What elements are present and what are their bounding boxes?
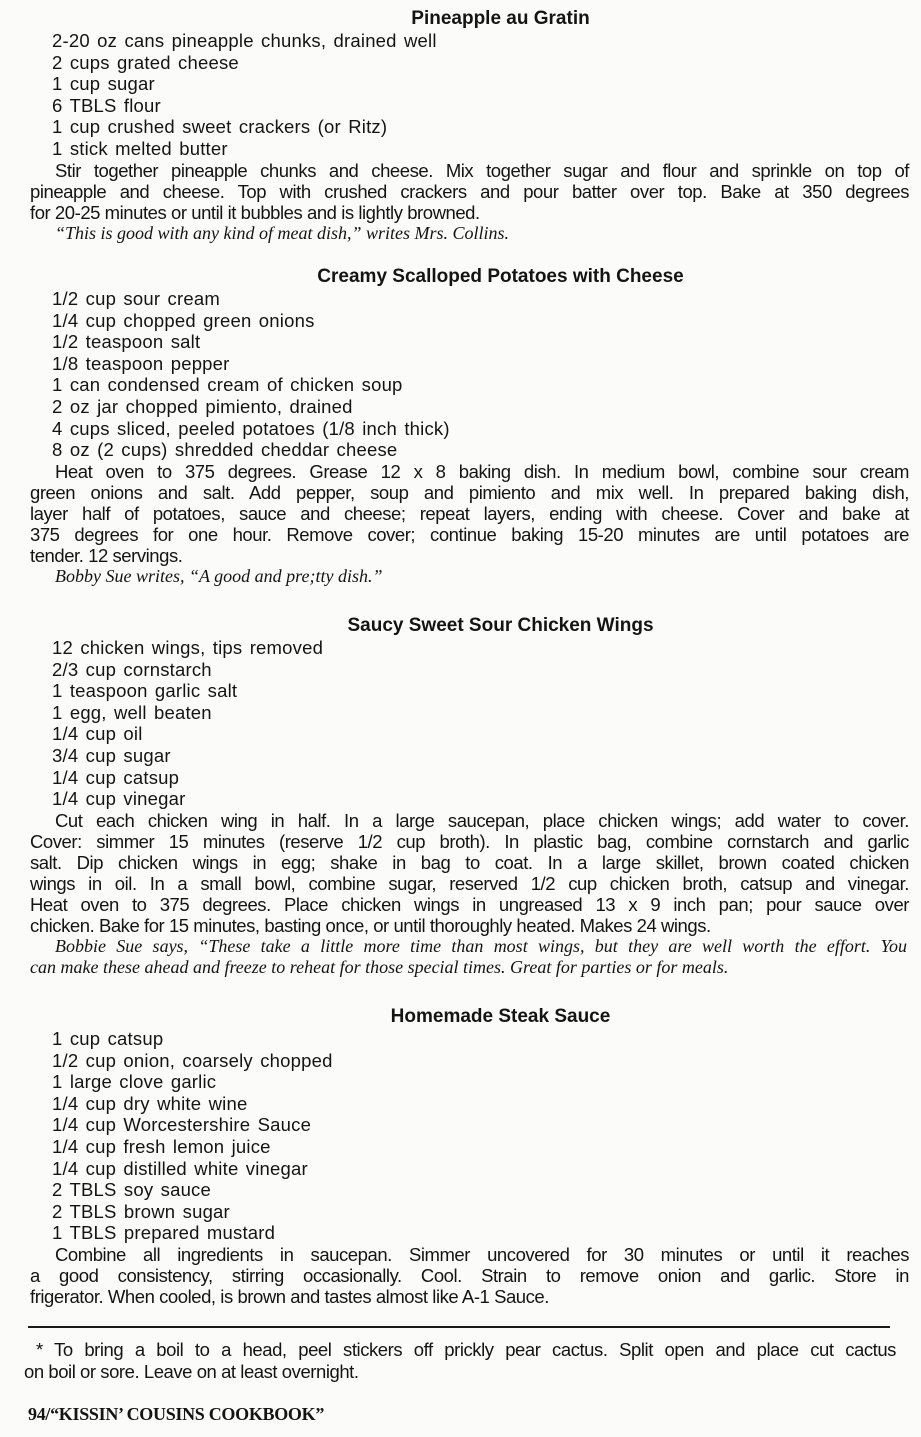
directions-line: pineapple and cheese. Top with crushed crackers and pour batter over top. Bake at 350 degrees <box>30 180 909 202</box>
ingredient-item: 8 oz (2 cups) shredded cheddar cheese <box>52 439 398 461</box>
ingredient-list <box>0 288 921 461</box>
footnote-line: on boil or sore. Leave on at least overnight. <box>24 1361 359 1382</box>
ingredient-item: 1/4 cup vinegar <box>52 788 186 810</box>
recipe-directions <box>0 160 921 223</box>
ingredient-item: 1 cup sugar <box>52 73 155 95</box>
recipe-note <box>0 566 921 587</box>
ingredient-item: 1/4 cup dry white wine <box>52 1092 248 1114</box>
directions-line: salt. Dip chicken wings in egg; shake in bag to coat. In a large skillet, brown coated chicken <box>30 851 909 873</box>
directions-line: chicken. Bake for 15 minutes, basting once, or until thoroughly heated. Makes 24 wings. <box>30 914 711 936</box>
note-line: can make these ahead and freeze to reheat for those special times. Great for parties or for meals. <box>30 956 729 977</box>
recipe-section <box>0 266 921 587</box>
note-line: Bobbie Sue says, “These take a little more time than most wings, but they are well worth the effort. You <box>55 935 907 956</box>
recipe-note <box>0 223 921 244</box>
recipe-section <box>0 8 921 244</box>
directions-line: Heat oven to 375 degrees. Grease 12 x 8 baking dish. In medium bowl, combine sour cream <box>55 460 909 482</box>
ingredient-item: 12 chicken wings, tips removed <box>52 637 324 658</box>
ingredient-item: 1 TBLS prepared mustard <box>52 1222 276 1244</box>
ingredient-list <box>0 637 921 810</box>
ingredient-item: 2 TBLS soy sauce <box>52 1179 211 1201</box>
ingredient-item: 1 cup catsup <box>52 1028 164 1049</box>
ingredient-item: 2/3 cup cornstarch <box>52 658 212 680</box>
ingredient-item: 1/4 cup oil <box>52 723 143 745</box>
ingredient-item: 1 teaspoon garlic salt <box>52 680 238 702</box>
ingredient-item: 1/4 cup fresh lemon juice <box>52 1135 271 1157</box>
recipe-section <box>0 615 921 978</box>
ingredient-item: 1/2 cup onion, coarsely chopped <box>52 1049 333 1071</box>
recipe-title: Creamy Scalloped Potatoes with Cheese <box>317 266 684 287</box>
directions-line: tender. 12 servings. <box>30 544 183 566</box>
recipe-section <box>0 1006 921 1307</box>
directions-line: Heat oven to 375 degrees. Place chicken wings in ungreased 13 x 9 inch pan; pour sauce over <box>30 893 909 915</box>
directions-line: Combine all ingredients in saucepan. Simmer uncovered for 30 minutes or until it reaches <box>55 1243 909 1265</box>
ingredient-item: 2 TBLS brown sugar <box>52 1200 230 1222</box>
recipe-directions <box>0 810 921 936</box>
ingredient-item: 2 oz jar chopped pimiento, drained <box>52 395 353 417</box>
page-footer: 94/“KISSIN’ COUSINS COOKBOOK” <box>28 1404 325 1424</box>
directions-line: wings in oil. In a small bowl, combine sugar, reserved 1/2 cup chicken broth, catsup and vinegar. <box>30 872 909 894</box>
directions-line: Cover: simmer 15 minutes (reserve 1/2 cup broth). In plastic bag, combine cornstarch and garlic <box>30 830 909 852</box>
ingredient-item: 2-20 oz cans pineapple chunks, drained well <box>52 30 437 51</box>
recipe-note <box>0 936 921 978</box>
footnote <box>24 1339 896 1383</box>
directions-line: green onions and salt. Add pepper, soup and pimiento and mix well. In prepared baking dish, <box>30 481 909 503</box>
ingredient-item: 4 cups sliced, peeled potatoes (1/8 inch thick) <box>52 417 450 439</box>
ingredient-list <box>0 30 921 160</box>
directions-line: layer half of potatoes, sauce and cheese; repeat layers, ending with cheese. Cover and bake at <box>30 502 909 524</box>
recipe-title: Homemade Steak Sauce <box>390 1006 611 1027</box>
recipe-directions <box>0 1244 921 1307</box>
ingredient-item: 1/2 teaspoon salt <box>52 331 201 353</box>
recipe-directions <box>0 461 921 566</box>
ingredient-item: 6 TBLS flour <box>52 94 161 116</box>
footnote-line: * To bring a boil to a head, peel stickers off prickly pear cactus. Split open and place cut cactus <box>36 1339 896 1360</box>
directions-line: Cut each chicken wing in half. In a large saucepan, place chicken wings; add water to cover. <box>55 809 909 831</box>
ingredient-item: 1/4 cup catsup <box>52 766 180 788</box>
note-line: “This is good with any kind of meat dish,” writes Mrs. Collins. <box>55 222 510 243</box>
directions-line: frigerator. When cooled, is brown and tastes almost like A-1 Sauce. <box>30 1285 549 1307</box>
directions-line: Stir together pineapple chunks and cheese. Mix together sugar and flour and sprinkle on top of <box>55 159 909 181</box>
note-line: Bobby Sue writes, “A good and pre;tty dish.” <box>55 565 383 586</box>
ingredient-item: 1/4 cup distilled white vinegar <box>52 1157 308 1179</box>
recipe-title: Saucy Sweet Sour Chicken Wings <box>347 615 654 636</box>
ingredient-item: 1/4 cup chopped green onions <box>52 309 315 331</box>
directions-line: for 20-25 minutes or until it bubbles and is lightly browned. <box>30 201 480 223</box>
ingredient-item: 2 cups grated cheese <box>52 51 239 73</box>
ingredient-item: 1/4 cup Worcestershire Sauce <box>52 1114 312 1136</box>
ingredient-list <box>0 1028 921 1244</box>
divider-rule <box>28 1326 890 1328</box>
ingredient-item: 1 stick melted butter <box>52 137 228 159</box>
directions-line: 375 degrees for one hour. Remove cover; continue baking 15-20 minutes are until potatoes are <box>30 523 909 545</box>
ingredient-item: 1 egg, well beaten <box>52 701 212 723</box>
ingredient-item: 1/8 teaspoon pepper <box>52 352 230 374</box>
directions-line: a good consistency, stirring occasionally. Cool. Strain to remove onion and garlic. Store in <box>30 1264 909 1286</box>
ingredient-item: 1 large clove garlic <box>52 1071 217 1093</box>
ingredient-item: 3/4 cup sugar <box>52 744 171 766</box>
ingredient-item: 1/2 cup sour cream <box>52 288 220 309</box>
ingredient-item: 1 can condensed cream of chicken soup <box>52 374 403 396</box>
ingredient-item: 1 cup crushed sweet crackers (or Ritz) <box>52 116 388 138</box>
recipe-title: Pineapple au Gratin <box>411 8 590 29</box>
